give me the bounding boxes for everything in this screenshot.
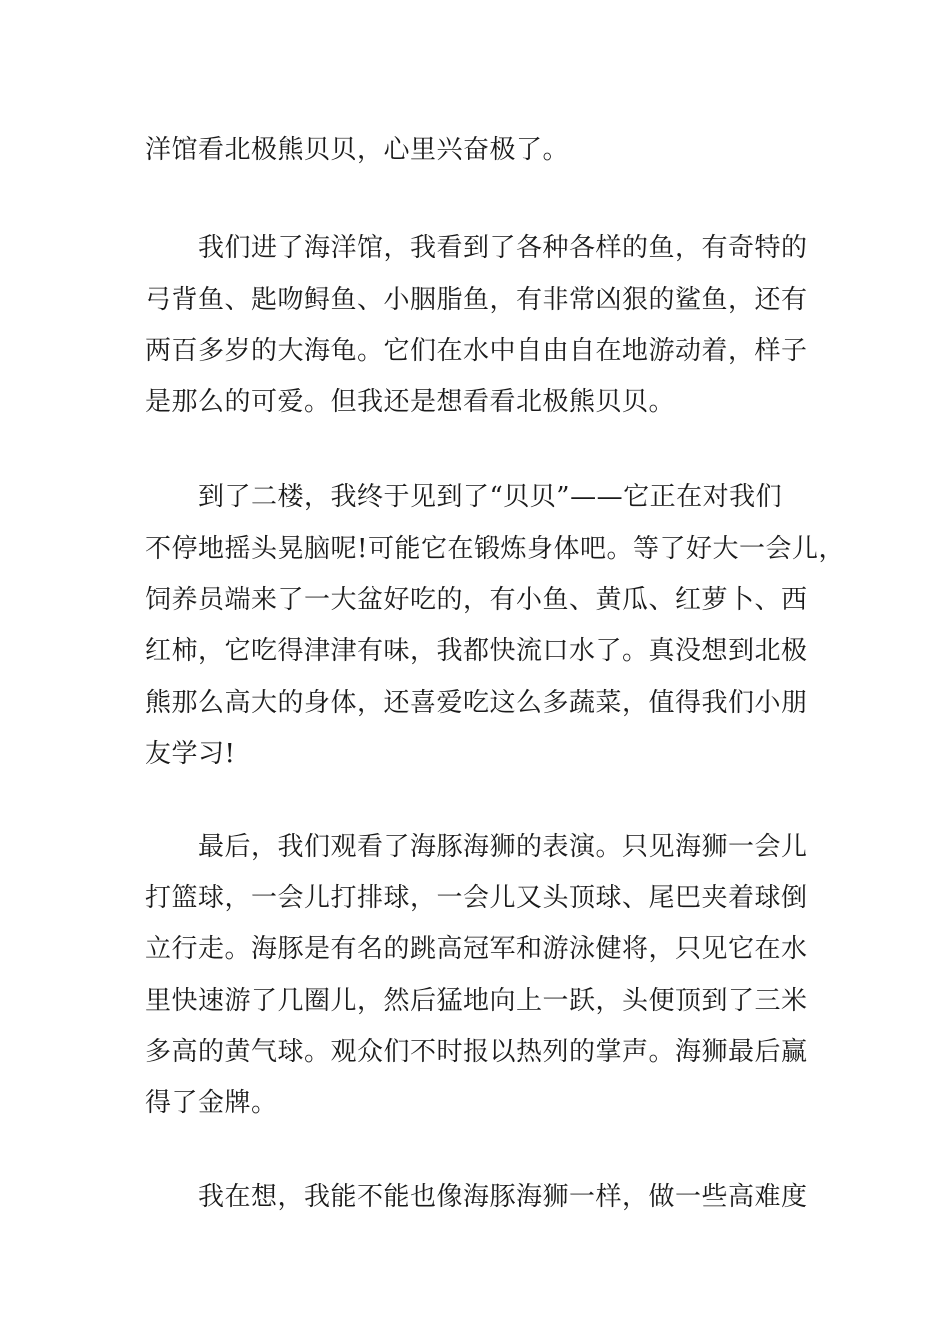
paragraph-2-line-1: 我们进了海洋馆，我看到了各种各样的鱼，有奇特的	[198, 233, 808, 263]
paragraph-1-line-1: 洋馆看北极熊贝贝，心里兴奋极了。	[145, 135, 570, 165]
paragraph-2-line-4: 是那么的可爱。但我还是想看看北极熊贝贝。	[145, 387, 676, 417]
paragraph-5-line-1: 我在想，我能不能也像海豚海狮一样，做一些高难度	[198, 1182, 808, 1212]
paragraph-3-line-5: 熊那么高大的身体，还喜爱吃这么多蔬菜，值得我们小朋	[145, 688, 808, 718]
paragraph-4-line-4: 里快速游了几圈儿，然后猛地向上一跃，头便顶到了三米	[145, 986, 808, 1016]
paragraph-3-line-6: 友学习!	[145, 739, 236, 769]
paragraph-4-line-2: 打篮球，一会儿打排球，一会儿又头顶球、尾巴夹着球倒	[145, 883, 808, 913]
paragraph-4-line-6: 得了金牌。	[145, 1088, 278, 1118]
paragraph-3-line-3: 饲养员端来了一大盆好吃的，有小鱼、黄瓜、红萝卜、西	[145, 585, 808, 615]
paragraph-3-line-1: 到了二楼，我终于见到了“贝贝”——它正在对我们	[198, 482, 783, 512]
paragraph-4-line-3: 立行走。海豚是有名的跳高冠军和游泳健将，只见它在水	[145, 934, 808, 964]
paragraph-2-line-3: 两百多岁的大海龟。它们在水中自由自在地游动着，样子	[145, 336, 808, 366]
paragraph-3-line-2: 不停地摇头晃脑呢!可能它在锻炼身体吧。等了好大一会儿，	[145, 534, 845, 564]
paragraph-4-line-1: 最后，我们观看了海豚海狮的表演。只见海狮一会儿	[198, 832, 808, 862]
paragraph-2-line-2: 弓背鱼、匙吻鲟鱼、小胭脂鱼，有非常凶狠的鲨鱼，还有	[145, 285, 808, 315]
paragraph-4-line-5: 多高的黄气球。观众们不时报以热列的掌声。海狮最后赢	[145, 1037, 808, 1067]
paragraph-3-line-4: 红柿，它吃得津津有味，我都快流口水了。真没想到北极	[145, 636, 808, 666]
